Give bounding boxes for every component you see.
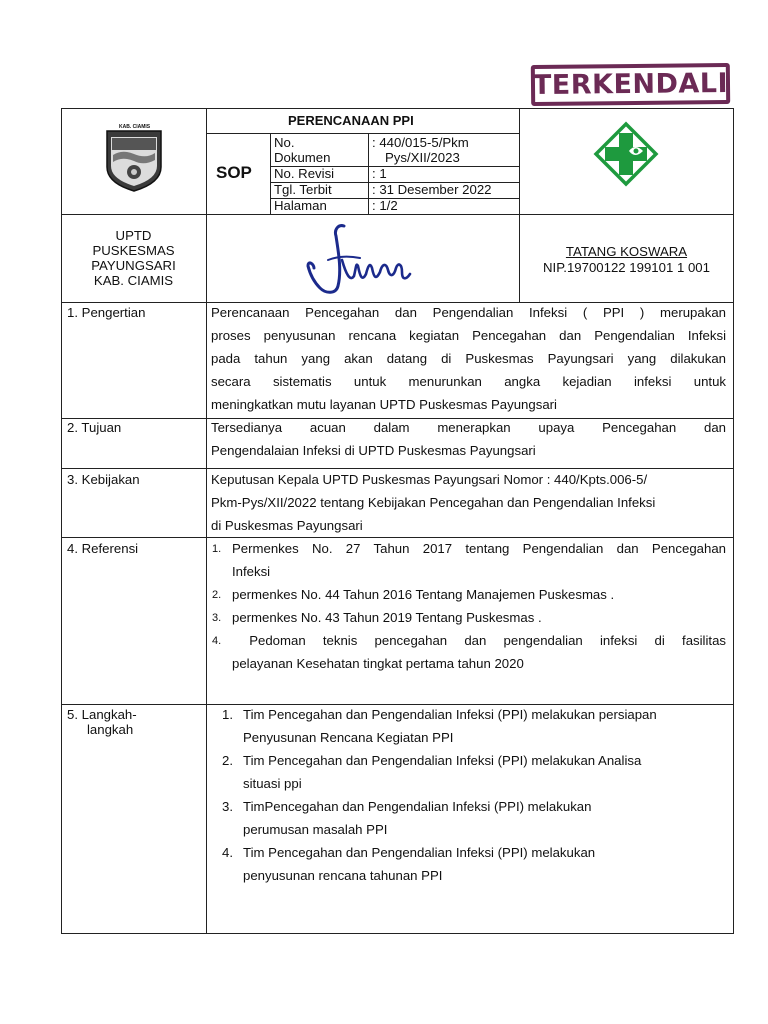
referensi-label: 4. Referensi xyxy=(67,541,139,556)
pengertian-line-4: secara sistematis untuk menurunkan angka kejadian infeksi untuk xyxy=(211,374,726,389)
org-line-1: UPTD xyxy=(115,228,152,243)
row-divider-header xyxy=(61,214,734,215)
kebijakan-line-1: Keputusan Kepala UPTD Puskesmas Payungsari Nomor : 440/Kpts.006-5/ xyxy=(211,472,648,487)
pengertian-line-2: proses penyusunan rencana kegiatan Pencegahan dan Pengendalian Infeksi xyxy=(211,328,726,343)
puskesmas-logo xyxy=(593,121,659,187)
langkah-item-3-num: 3. xyxy=(222,799,233,814)
revision-label: No. Revisi xyxy=(274,166,335,181)
doc-number-label-2: Dokumen xyxy=(274,150,331,165)
langkah-item-3-line-1: TimPencegahan dan Pengendalian Infeksi (PPI) melakukan xyxy=(243,799,592,814)
referensi-item-2-line-1: permenkes No. 44 Tahun 2016 Tentang Manajemen Puskesmas . xyxy=(232,587,615,602)
revision-value: : 1 xyxy=(372,166,387,181)
organization-name xyxy=(61,228,206,288)
langkah-item-3-line-2: perumusan masalah PPI xyxy=(243,822,388,837)
col-divider-meta xyxy=(368,133,369,214)
col-divider-left xyxy=(206,108,207,934)
langkah-label-line-1: 5. Langkah- xyxy=(67,707,137,722)
terkendali-stamp xyxy=(531,63,730,106)
referensi-item-1-line-1: Permenkes No. 27 Tahun 2017 tentang Pengendalian dan Pencegahan xyxy=(232,541,726,556)
sop-label: SOP xyxy=(216,163,252,182)
page-value: : 1/2 xyxy=(372,198,398,213)
langkah-item-2-line-1: Tim Pencegahan dan Pengendalian Infeksi (PPI) melakukan Analisa xyxy=(243,753,642,768)
referensi-item-4-line-1: Pedoman teknis pencegahan dan pengendalian infeksi di fasilitas xyxy=(232,633,726,648)
langkah-item-1-line-1: Tim Pencegahan dan Pengendalian Infeksi (PPI) melakukan persiapan xyxy=(243,707,657,722)
ciamis-crest-logo xyxy=(104,123,164,193)
langkah-item-4-line-2: penyusunan rencana tahunan PPI xyxy=(243,868,443,883)
langkah-item-1-line-2: Penyusunan Rencana Kegiatan PPI xyxy=(243,730,454,745)
langkah-item-4-line-1: Tim Pencegahan dan Pengendalian Infeksi (PPI) melakukan xyxy=(243,845,596,860)
referensi-item-2-num: 2. xyxy=(212,589,222,601)
signature-image xyxy=(298,220,418,298)
pengertian-line-1: Perencanaan Pencegahan dan Pengendalian Infeksi ( PPI ) merupakan xyxy=(211,305,726,320)
kebijakan-line-2: Pkm-Pys/XII/2022 tentang Kebijakan Pencegahan dan Pengendalian Infeksi xyxy=(211,495,656,510)
org-line-3: PAYUNGSARI xyxy=(91,258,176,273)
pengertian-line-3: pada tahun yang akan datang di Puskesmas Payungsari yang dilakukan xyxy=(211,351,726,366)
referensi-item-1-num: 1. xyxy=(212,543,222,555)
langkah-item-1-num: 1. xyxy=(222,707,233,722)
crest-caption: KAB. CIAMIS xyxy=(119,124,151,130)
issue-date-value: : 31 Desember 2022 xyxy=(372,182,492,197)
kebijakan-label: 3. Kebijakan xyxy=(67,472,140,487)
doc-number-value-2: Pys/XII/2023 xyxy=(385,150,460,165)
col-divider-sop xyxy=(270,133,271,214)
issue-date-label: Tgl. Terbit xyxy=(274,182,332,197)
document-title: PERENCANAAN PPI xyxy=(288,113,414,128)
referensi-item-4-num: 4. xyxy=(212,635,222,647)
org-line-2: PUSKESMAS xyxy=(92,243,175,258)
signer-nip: NIP.19700122 199101 1 001 xyxy=(543,260,710,275)
referensi-item-1-line-2: Infeksi xyxy=(232,564,271,579)
doc-number-value-1: : 440/015-5/Pkm xyxy=(372,135,469,150)
langkah-label-line-2: langkah xyxy=(87,722,134,737)
referensi-item-4-line-2: pelayanan Kesehatan tingkat pertama tahun 2020 xyxy=(232,656,524,671)
signer-name: TATANG KOSWARA xyxy=(565,244,688,259)
tujuan-label: 2. Tujuan xyxy=(67,420,122,435)
pengertian-line-5: meningkatkan mutu layanan UPTD Puskesmas Payungsari xyxy=(211,397,557,412)
langkah-item-4-num: 4. xyxy=(222,845,233,860)
pengertian-label: 1. Pengertian xyxy=(67,305,146,320)
stamp-text: TERKENDALI xyxy=(532,67,729,102)
kebijakan-line-3: di Puskesmas Payungsari xyxy=(211,518,363,533)
langkah-item-2-line-2: situasi ppi xyxy=(243,776,302,791)
org-line-4: KAB. CIAMIS xyxy=(93,273,174,288)
langkah-item-2-num: 2. xyxy=(222,753,233,768)
page-label: Halaman xyxy=(274,198,327,213)
tujuan-line-1: Tersedianya acuan dalam menerapkan upaya Pencegahan dan xyxy=(211,420,726,435)
title-divider xyxy=(206,133,519,134)
doc-number-label-1: No. xyxy=(274,135,295,150)
referensi-item-3-line-1: permenkes No. 43 Tahun 2019 Tentang Puskesmas . xyxy=(232,610,542,625)
referensi-item-3-num: 3. xyxy=(212,612,222,624)
tujuan-line-2: Pengendalaian Infeksi di UPTD Puskesmas Payungsari xyxy=(211,443,536,458)
